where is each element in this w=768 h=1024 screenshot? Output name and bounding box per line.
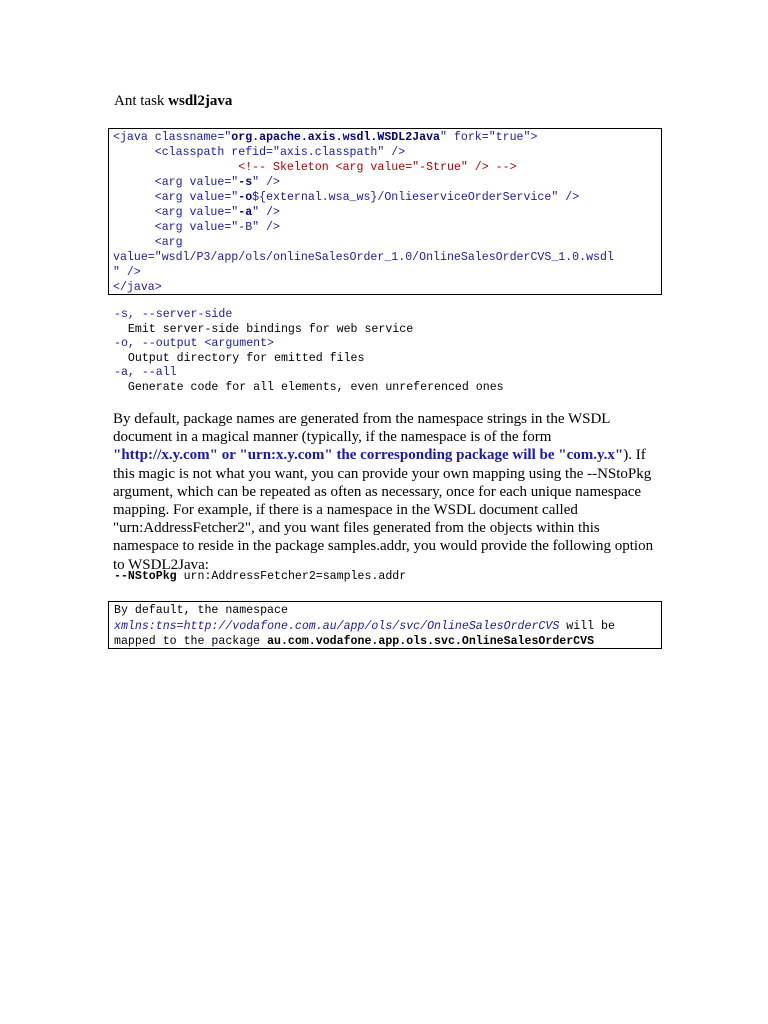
option-desc-server-side: Emit server-side bindings for web service: [114, 322, 414, 336]
nstopkg-value: urn:AddressFetcher2=samples.addr: [176, 570, 407, 583]
namespace-paragraph: [113, 410, 658, 574]
paragraph-part-1: By default, package names are generated from the namespace strings in the WSDL document in a magical manner (typically, if the namespace is of the form: [113, 411, 610, 446]
code-text: [113, 130, 657, 295]
code-line-10: " />: [113, 266, 141, 279]
code-token: " fork="true">: [440, 131, 538, 144]
code-line-11: </java>: [113, 281, 162, 294]
code-token: " />: [252, 206, 280, 219]
option-desc-all: Generate code for all elements, even unreferenced ones: [114, 380, 504, 394]
code-token: " />: [252, 176, 280, 189]
option-flag-all: -a, --all: [114, 366, 177, 380]
section-heading: [114, 93, 232, 110]
note-line-2-tail: will be: [559, 619, 615, 633]
paragraph-highlight: "http://x.y.com" or "urn:x.y.com" the corresponding package will be "com.y.x": [113, 447, 624, 464]
code-line-6: [113, 206, 280, 219]
nstopkg-flag: --NStoPkg: [114, 570, 177, 583]
paragraph-part-2: ). If this magic is not what you want, you can provide your own mapping using the --NStoPkg argument, which can be repeated as often as necessary, once for each unique namespace mapping. For example, if there is a namespace in the WSDL document called "urn:AddressFetcher2", and you want files generated from the objects within this namespace to reside in the package samples.addr, you would provide the following option to WSDL2Java:: [113, 447, 654, 573]
code-token: <arg value=": [113, 206, 239, 219]
code-token: -o: [238, 191, 253, 204]
note-line-3: mapped to the package: [114, 635, 268, 648]
nstopkg-example: [114, 570, 406, 584]
code-line-1: [113, 131, 537, 144]
heading-task-name: wsdl2java: [168, 93, 233, 109]
option-desc-output: Output directory for emitted files: [114, 351, 365, 365]
code-line-2: <classpath refid="axis.classpath" />: [113, 146, 406, 159]
note-ns-url: http://vodafone.com.au/app/ols/svc/OnlineSalesOrderCVS: [183, 619, 560, 633]
code-classname: org.apache.axis.wsdl.WSDL2Java: [231, 131, 441, 144]
ant-code-block: [108, 128, 662, 295]
code-token: <arg value=": [113, 176, 239, 189]
code-line-7: <arg value="-B" />: [113, 221, 280, 234]
code-token: <java classname=": [113, 131, 232, 144]
code-line-5: [113, 191, 579, 204]
option-flag-output: -o, --output <argument>: [114, 337, 275, 351]
heading-prefix: Ant task: [114, 93, 169, 109]
note-text: [114, 603, 656, 650]
code-line-8: <arg: [113, 236, 183, 249]
option-flag-server-side: -s, --server-side: [114, 308, 233, 321]
note-line-1: By default, the namespace: [114, 604, 288, 617]
code-token: ${external.wsa_ws}/OnlieserviceOrderService" />: [252, 191, 580, 204]
code-token: -a: [238, 206, 253, 219]
code-token: <arg value=": [113, 191, 239, 204]
note-package-name: au.com.vodafone.app.ols.svc.OnlineSalesOrderCVS: [267, 635, 595, 648]
code-token: -s: [238, 176, 253, 189]
code-line-3-comment: <!-- Skeleton <arg value="-Strue" /> -->: [113, 161, 517, 174]
code-line-4: [113, 176, 280, 189]
note-ns-prefix: xmlns:tns=: [114, 619, 184, 633]
options-list: [114, 308, 504, 396]
code-line-9: value="wsdl/P3/app/ols/onlineSalesOrder_1.0/OnlineSalesOrderCVS_1.0.wsdl: [113, 251, 614, 264]
namespace-note-box: [108, 601, 662, 649]
